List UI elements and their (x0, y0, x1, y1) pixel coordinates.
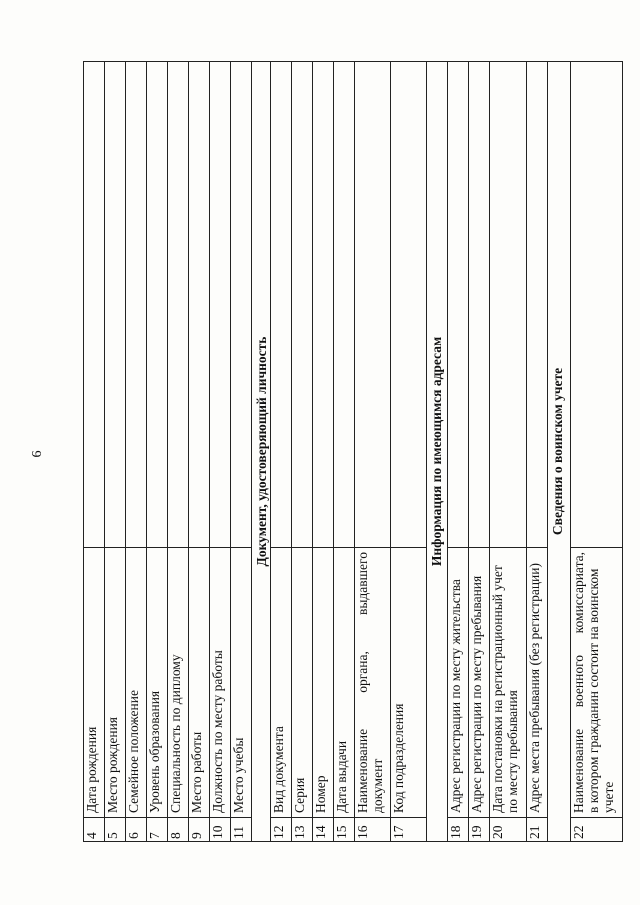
row-label: Номер (313, 548, 334, 818)
row-number: 15 (334, 818, 355, 842)
table-row (189, 62, 210, 842)
row-value (189, 62, 210, 548)
row-label-line2: документ (370, 758, 385, 813)
table-row (448, 62, 469, 842)
row-value (168, 62, 189, 548)
table-row (527, 62, 548, 842)
row-number: 20 (490, 818, 527, 842)
row-number: 4 (84, 818, 105, 842)
row-label: Вид документа (271, 548, 292, 818)
section-title: Сведения о воинском учете (548, 62, 571, 842)
row-label: Специальность по диплому (168, 548, 189, 818)
row-number: 10 (210, 818, 231, 842)
form-table-container (83, 62, 616, 842)
row-number: 7 (147, 818, 168, 842)
page-number: 6 (30, 450, 45, 458)
row-label: Дата рождения (84, 548, 105, 818)
row-label-line3: учете (601, 781, 616, 813)
row-number: 12 (271, 818, 292, 842)
row-label-line2: по месту пребывания (505, 690, 520, 813)
row-label: Дата выдачи (334, 548, 355, 818)
row-label-line1: Дата постановки на регистрационный учет (490, 565, 505, 813)
row-label (571, 548, 623, 818)
row-label: Место работы (189, 548, 210, 818)
row-label: Код подразделения (391, 548, 427, 818)
row-value (126, 62, 147, 548)
table-row (292, 62, 313, 842)
table-row (571, 62, 623, 842)
row-value (84, 62, 105, 548)
personal-data-table (83, 61, 623, 842)
row-label (355, 548, 391, 818)
row-value (469, 62, 490, 548)
row-value (313, 62, 334, 548)
row-number: 22 (571, 818, 623, 842)
table-row (210, 62, 231, 842)
row-number: 5 (105, 818, 126, 842)
table-row (231, 62, 252, 842)
section-header-document (252, 62, 271, 842)
row-label: Место рождения (105, 548, 126, 818)
table-row (147, 62, 168, 842)
row-number: 21 (527, 818, 548, 842)
row-number: 14 (313, 818, 334, 842)
row-value (391, 62, 427, 548)
row-value (147, 62, 168, 548)
section-title: Документ, удостоверяющий личность (252, 62, 271, 842)
row-value (527, 62, 548, 548)
row-label-line1: Наименование органа, выдавшего (355, 551, 370, 813)
row-value (231, 62, 252, 548)
row-label (490, 548, 527, 818)
row-value (571, 62, 623, 548)
row-label: Адрес места пребывания (без регистрации) (527, 548, 548, 818)
row-number: 18 (448, 818, 469, 842)
row-value (355, 62, 391, 548)
row-value (334, 62, 355, 548)
row-label: Семейное положение (126, 548, 147, 818)
table-row (490, 62, 527, 842)
row-value (105, 62, 126, 548)
row-label-line1: Наименование военного комиссариата, (571, 552, 586, 813)
row-value (271, 62, 292, 548)
table-row (469, 62, 490, 842)
row-value (448, 62, 469, 548)
table-row (84, 62, 105, 842)
table-row (271, 62, 292, 842)
row-number: 6 (126, 818, 147, 842)
table-row (105, 62, 126, 842)
row-value (292, 62, 313, 548)
row-label: Серия (292, 548, 313, 818)
row-number: 9 (189, 818, 210, 842)
table-row (355, 62, 391, 842)
table-row (313, 62, 334, 842)
table-row (168, 62, 189, 842)
section-header-military (548, 62, 571, 842)
row-label: Адрес регистрации по месту жительства (448, 548, 469, 818)
row-label: Адрес регистрации по месту пребывания (469, 548, 490, 818)
row-label: Место учебы (231, 548, 252, 818)
row-label: Уровень образования (147, 548, 168, 818)
table-row (391, 62, 427, 842)
row-number: 19 (469, 818, 490, 842)
row-label: Должность по месту работы (210, 548, 231, 818)
row-label-line2: в котором гражданин состоит на воинском (586, 568, 601, 813)
table-row (126, 62, 147, 842)
section-title: Информация по имеющимся адресам (427, 62, 448, 842)
row-number: 11 (231, 818, 252, 842)
row-number: 16 (355, 818, 391, 842)
table-row (334, 62, 355, 842)
row-value (490, 62, 527, 548)
row-number: 8 (168, 818, 189, 842)
row-number: 13 (292, 818, 313, 842)
section-header-addresses (427, 62, 448, 842)
row-number: 17 (391, 818, 427, 842)
row-value (210, 62, 231, 548)
